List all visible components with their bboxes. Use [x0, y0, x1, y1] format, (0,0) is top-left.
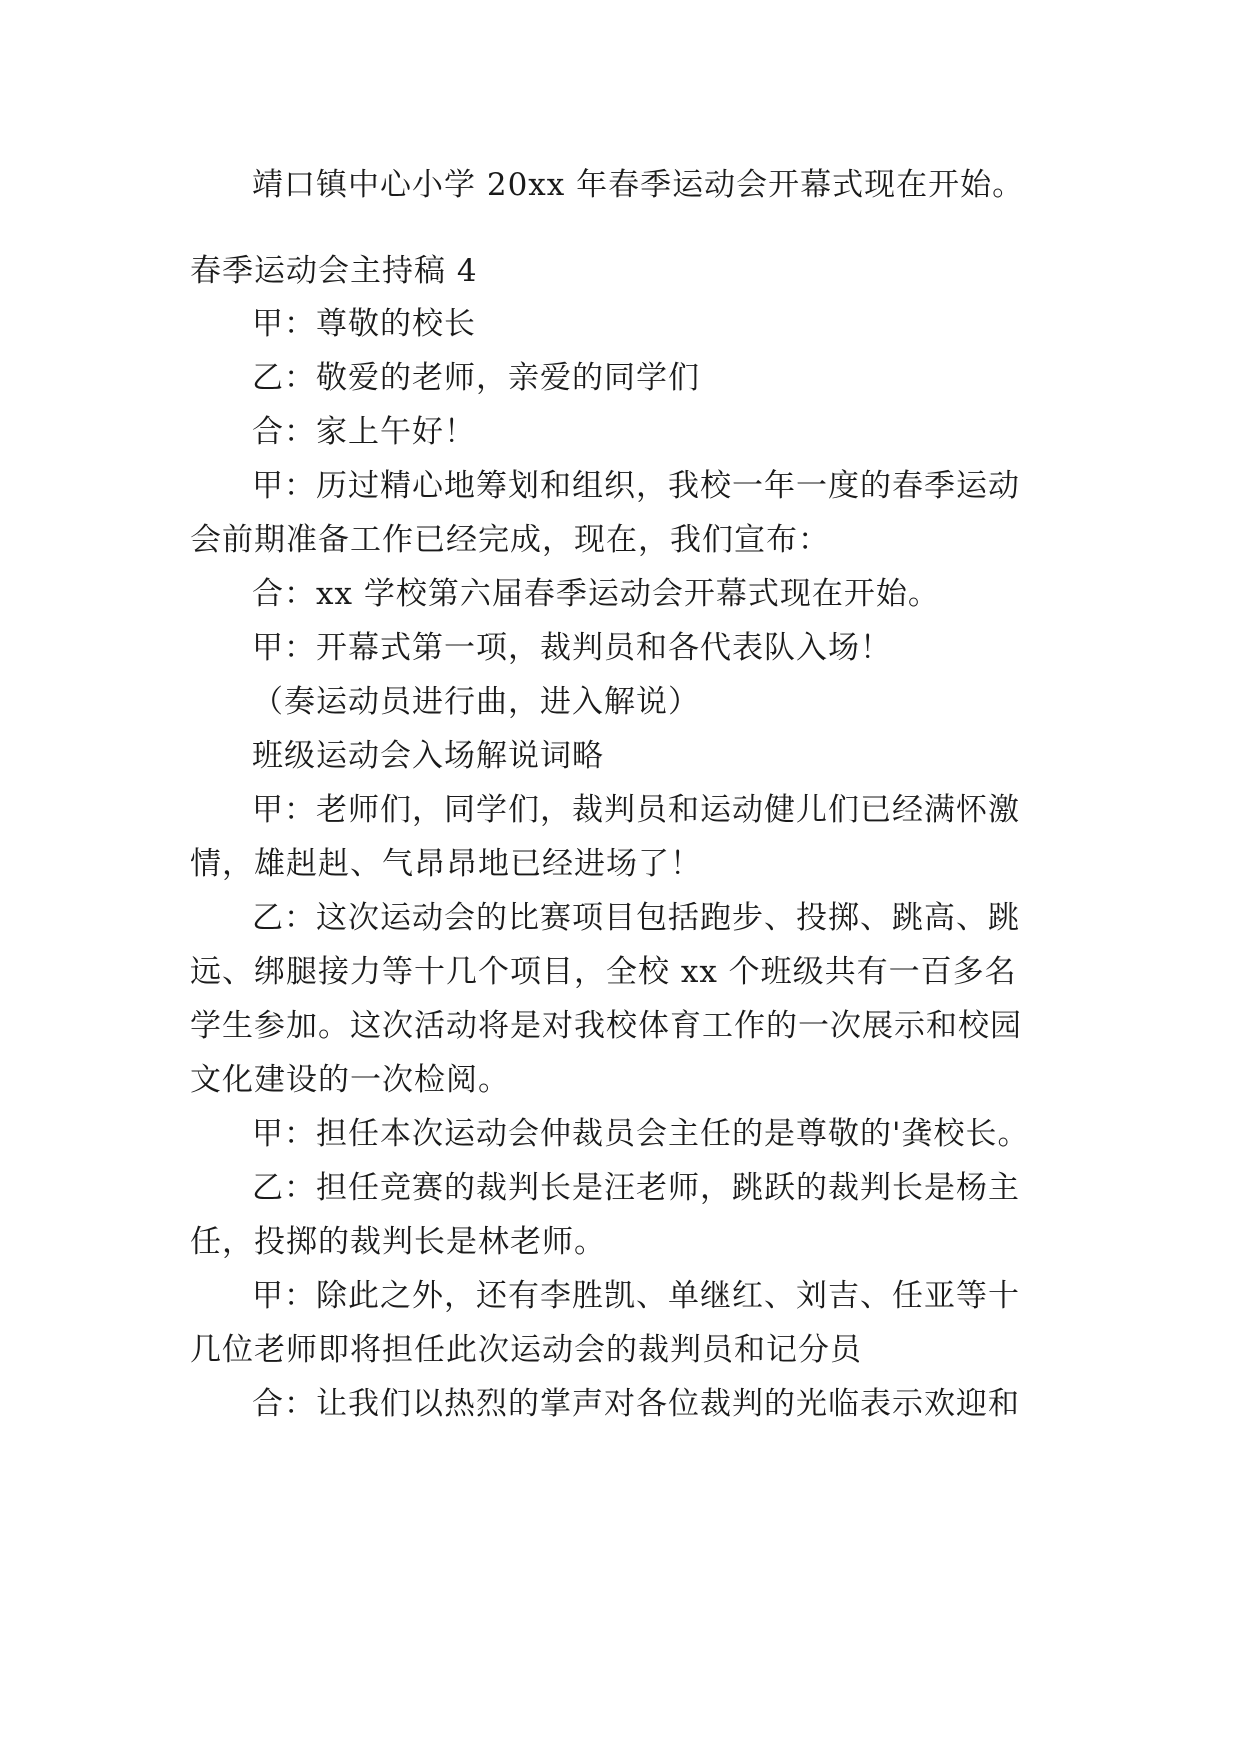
- paragraph-line: 远、绑腿接力等十几个项目，全校 xx 个班级共有一百多名: [190, 954, 1017, 990]
- paragraph-line: 合：xx 学校第六届春季运动会开幕式现在开始。: [252, 576, 940, 612]
- paragraph-line: 几位老师即将担任此次运动会的裁判员和记分员: [190, 1332, 862, 1368]
- paragraph-line: 乙：敬爱的老师，亲爱的同学们: [252, 360, 700, 396]
- paragraph-line: 甲：尊敬的校长: [252, 306, 476, 342]
- paragraph-line: 合：家上午好！: [252, 414, 476, 450]
- paragraph-line: （奏运动员进行曲，进入解说）: [252, 684, 700, 720]
- paragraph-line: 甲：开幕式第一项，裁判员和各代表队入场！: [252, 630, 892, 666]
- paragraph-line: 甲：担任本次运动会仲裁员会主任的是尊敬的'龚校长。: [252, 1116, 1030, 1152]
- paragraph-line: 乙：担任竞赛的裁判长是汪老师，跳跃的裁判长是杨主: [252, 1170, 1020, 1206]
- paragraph-line: 甲：历过精心地筹划和组织，我校一年一度的春季运动: [252, 468, 1020, 504]
- paragraph-line: 任，投掷的裁判长是林老师。: [190, 1224, 606, 1260]
- paragraph-line: 情，雄赳赳、气昂昂地已经进场了！: [190, 846, 702, 882]
- paragraph-line: 学生参加。这次活动将是对我校体育工作的一次展示和校园: [190, 1008, 1022, 1044]
- paragraph-line: 甲：老师们，同学们，裁判员和运动健儿们已经满怀激: [252, 792, 1020, 828]
- paragraph-line: 甲：除此之外，还有李胜凯、单继红、刘吉、任亚等十: [252, 1278, 1020, 1314]
- paragraph-line: 乙：这次运动会的比赛项目包括跑步、投掷、跳高、跳: [252, 900, 1020, 936]
- paragraph-line: 班级运动会入场解说词略: [252, 738, 604, 774]
- paragraph-line: 合：让我们以热烈的掌声对各位裁判的光临表示欢迎和: [252, 1386, 1020, 1422]
- section-title: 春季运动会主持稿 4: [190, 253, 478, 289]
- paragraph-line: 文化建设的一次检阅。: [190, 1062, 510, 1098]
- closing-line: 靖口镇中心小学 20xx 年春季运动会开幕式现在开始。: [252, 167, 1025, 203]
- paragraph-line: 会前期准备工作已经完成，现在，我们宣布：: [190, 522, 830, 558]
